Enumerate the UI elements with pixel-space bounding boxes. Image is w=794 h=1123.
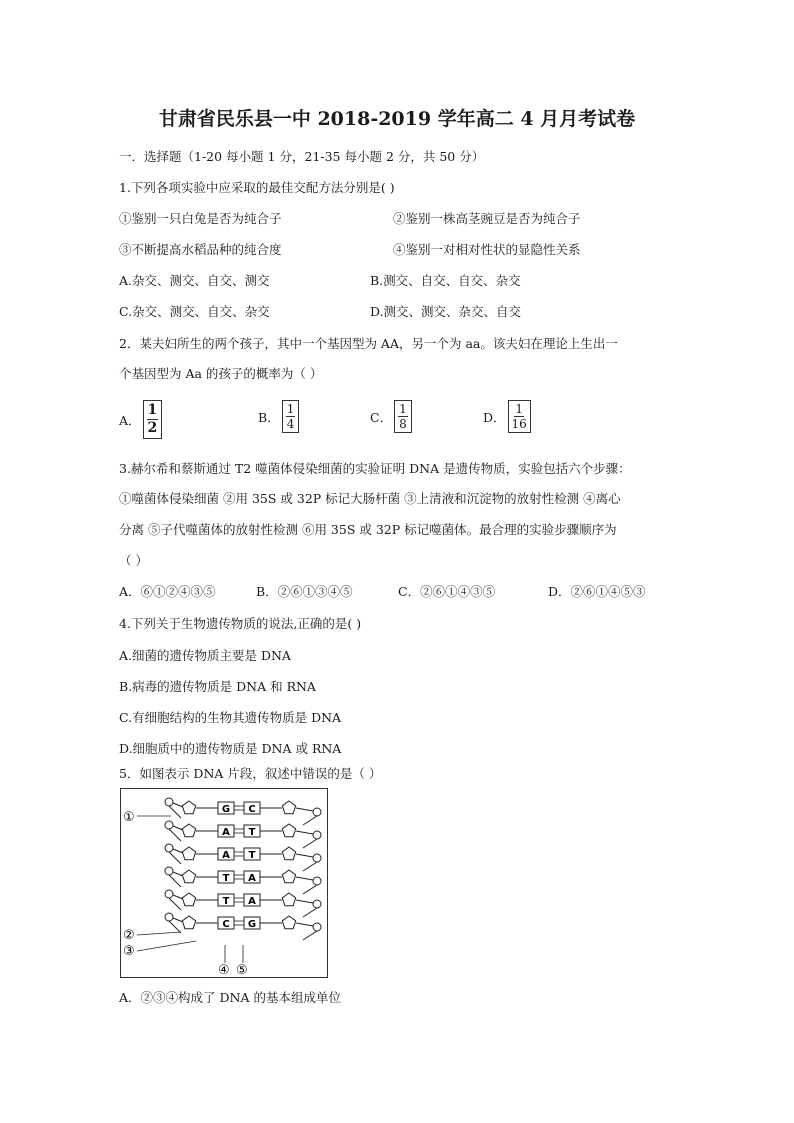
label-1: ① xyxy=(123,810,135,825)
q3-option-a: A．⑥①②④③⑤ xyxy=(119,584,216,599)
q1-option-a: A.杂交、测交、自交、测交 xyxy=(119,273,270,288)
label-5: ⑤ xyxy=(236,963,248,977)
q1-stem: 1.下列各项实验中应采取的最佳交配方法分别是( ) xyxy=(119,180,395,195)
phosphate-left xyxy=(165,890,173,898)
base-letter-left: A xyxy=(222,827,230,838)
phosphate-right xyxy=(313,854,321,862)
base-letter-left: A xyxy=(222,850,230,861)
q4-stem: 4.下列关于生物遗传物质的说法,正确的是( ) xyxy=(119,616,362,631)
backbone-bond xyxy=(296,923,313,926)
backbone-bond xyxy=(169,921,181,933)
backbone-bond xyxy=(169,829,181,841)
q3-option-b: B．②⑥①③④⑤ xyxy=(256,584,353,599)
q3-stem-line3: 分离 ⑤子代噬菌体的放射性检测 ⑥用 35S 或 32P 标记噬菌体。最合理的实验步骤顺序为 xyxy=(119,522,617,537)
phosphate-left xyxy=(165,821,173,829)
fraction xyxy=(508,400,531,433)
q2-stem-line2: 个基因型为 Aa 的孩子的概率为（ ） xyxy=(119,366,323,381)
fraction-numerator: 1 xyxy=(399,402,407,416)
fraction-numerator: 1 xyxy=(515,402,523,416)
q4-option-b: B.病毒的遗传物质是 DNA 和 RNA xyxy=(119,679,316,694)
fraction xyxy=(143,400,163,439)
q1-item-4: ④鉴别一对相对性状的显隐性关系 xyxy=(393,242,581,257)
backbone-bond xyxy=(173,872,183,876)
deoxyribose-right xyxy=(282,847,295,860)
backbone-bond xyxy=(173,895,183,899)
q1-option-d: D.测交、测交、杂交、自交 xyxy=(370,304,522,319)
base-letter-right: C xyxy=(248,804,256,815)
q1-item-2: ②鉴别一株高茎豌豆是否为纯合子 xyxy=(393,211,581,226)
backbone-bond xyxy=(303,931,317,940)
base-letter-left: T xyxy=(222,873,230,884)
phosphate-right xyxy=(313,900,321,908)
backbone-bond xyxy=(173,803,183,807)
base-letter-right: T xyxy=(248,850,256,861)
q2-option-a-label: A． xyxy=(119,412,141,428)
phosphate-right xyxy=(313,923,321,931)
backbone-bond xyxy=(296,900,313,903)
fraction-denominator: 2 xyxy=(147,420,158,436)
label-2: ② xyxy=(123,928,135,943)
backbone-bond xyxy=(169,898,181,910)
deoxyribose-right xyxy=(282,824,295,837)
q2-stem-line1: 2．某夫妇所生的两个孩子，其中一个基因型为 AA，另一个为 aa。该夫妇在理论上生出一 xyxy=(119,336,618,351)
q5-option-a: A．②③④构成了 DNA 的基本组成单位 xyxy=(119,990,341,1005)
q4-option-c: C.有细胞结构的生物其遗传物质是 DNA xyxy=(119,710,342,725)
base-letter-right: A xyxy=(248,896,256,907)
q3-stem-line2: ①噬菌体侵染细菌 ②用 35S 或 32P 标记大肠杆菌 ③上清液和沉淀物的放射性检测 ④离心 xyxy=(119,491,621,506)
backbone-bond xyxy=(303,885,317,894)
backbone-bond xyxy=(173,918,183,922)
backbone-bond xyxy=(173,849,183,853)
backbone-bond xyxy=(169,875,181,887)
q2-option-c-label: C． xyxy=(370,409,393,425)
backbone-bond xyxy=(303,908,317,917)
fraction-denominator: 8 xyxy=(399,417,407,431)
q2-option-d xyxy=(483,400,531,433)
backbone-bond xyxy=(169,852,181,864)
q1-item-1: ①鉴别一只白兔是否为纯合子 xyxy=(119,211,282,226)
label-3: ③ xyxy=(123,944,135,959)
backbone-bond xyxy=(303,816,317,825)
q2-option-d-label: D． xyxy=(483,409,506,425)
q2-option-a xyxy=(119,400,162,439)
base-letter-left: G xyxy=(221,804,231,815)
deoxyribose-right xyxy=(282,870,295,883)
fraction xyxy=(282,400,300,433)
q4-option-a: A.细菌的遗传物质主要是 DNA xyxy=(119,648,291,663)
fraction-numerator: 1 xyxy=(286,402,295,416)
fraction xyxy=(394,400,412,433)
phosphate-left xyxy=(165,798,173,806)
phosphate-right xyxy=(313,808,321,816)
backbone-bond xyxy=(303,862,317,871)
backbone-bond xyxy=(296,831,313,834)
deoxyribose-left xyxy=(182,870,195,883)
deoxyribose-right xyxy=(282,916,295,929)
q1-item-3: ③不断提高水稻品种的纯合度 xyxy=(119,242,282,257)
deoxyribose-left xyxy=(182,847,195,860)
exam-title: 甘肃省民乐县一中 2018-2019 学年高二 4 月月考试卷 xyxy=(158,108,636,130)
phosphate-left xyxy=(165,913,173,921)
deoxyribose-right xyxy=(282,893,295,906)
base-letter-right: G xyxy=(247,919,257,930)
phosphate-left xyxy=(165,844,173,852)
q2-option-b-label: B． xyxy=(258,409,280,425)
q3-stem-line4: （ ） xyxy=(119,553,148,568)
deoxyribose-left xyxy=(182,824,195,837)
q3-option-c: C．②⑥①④③⑤ xyxy=(398,584,496,599)
q1-option-c: C.杂交、测交、自交、杂交 xyxy=(119,304,270,319)
q2-option-c xyxy=(370,400,412,433)
backbone-bond xyxy=(296,877,313,880)
backbone-bond xyxy=(303,839,317,848)
deoxyribose-left xyxy=(182,893,195,906)
fraction-numerator: 1 xyxy=(147,402,158,418)
backbone-bond xyxy=(173,826,183,830)
fraction-denominator: 4 xyxy=(286,417,295,431)
section-heading: 一．选择题（1-20 每小题 1 分，21-35 每小题 2 分，共 50 分） xyxy=(119,149,485,164)
deoxyribose-left xyxy=(182,801,195,814)
backbone-bond xyxy=(296,854,313,857)
q2-option-b xyxy=(258,400,299,433)
dna-diagram xyxy=(120,788,328,978)
phosphate-right xyxy=(313,831,321,839)
deoxyribose-right xyxy=(282,801,295,814)
label-3-leader xyxy=(137,941,196,951)
q4-option-d: D.细胞质中的遗传物质是 DNA 或 RNA xyxy=(119,741,342,756)
q1-option-b: B.测交、自交、自交、杂交 xyxy=(370,273,521,288)
base-letter-right: T xyxy=(248,827,256,838)
dna-diagram-svg xyxy=(121,789,327,977)
q3-option-d: D．②⑥①④⑤③ xyxy=(548,584,646,599)
phosphate-left xyxy=(165,867,173,875)
q3-stem-line1: 3.赫尔希和蔡斯通过 T2 噬菌体侵染细菌的实验证明 DNA 是遗传物质，实验包括六个步骤： xyxy=(119,461,631,476)
base-letter-left: T xyxy=(222,896,230,907)
deoxyribose-left xyxy=(182,916,195,929)
label-2-leader xyxy=(137,932,181,935)
label-4: ④ xyxy=(218,963,230,977)
base-letter-left: C xyxy=(222,919,230,930)
fraction-denominator: 16 xyxy=(511,417,527,431)
q5-stem: 5．如图表示 DNA 片段，叙述中错误的是（ ） xyxy=(119,766,382,781)
backbone-bond xyxy=(296,808,313,811)
base-letter-right: A xyxy=(248,873,256,884)
phosphate-right xyxy=(313,877,321,885)
